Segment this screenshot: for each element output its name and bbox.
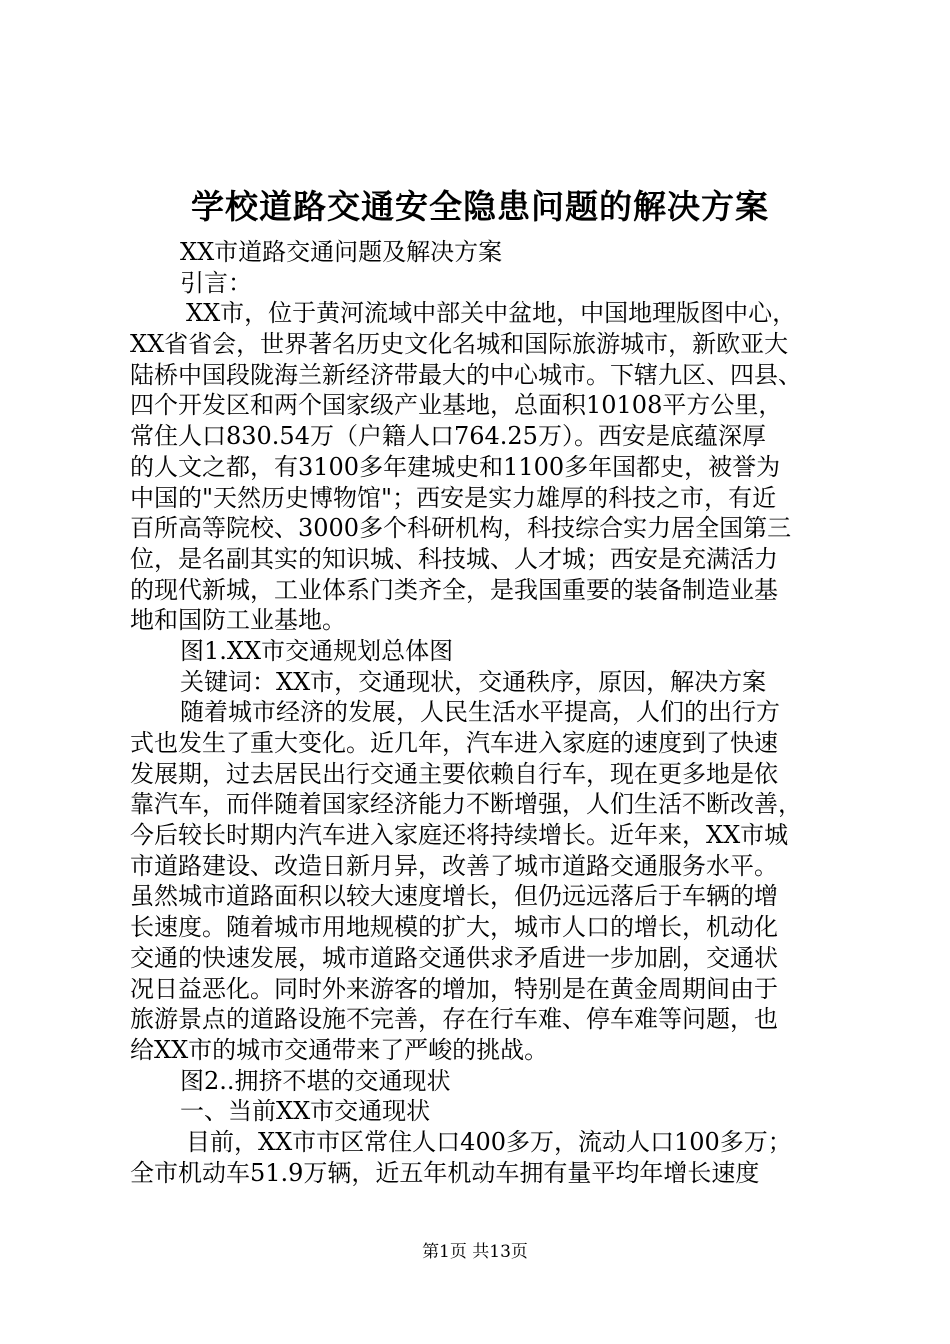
paragraph-line: 常住人口830.54万（户籍人口764.25万）。西安是底蕴深厚 [130, 422, 766, 451]
paragraph-line: 目前，XX市市区常住人口400多万，流动人口100多万； [186, 1127, 792, 1156]
paragraph-line: 中国的"天然历史博物馆"；西安是实力雄厚的科技之市，有近 [130, 483, 777, 512]
paragraph-line: 的现代新城，工业体系门类齐全，是我国重要的装备制造业基 [130, 575, 778, 604]
paragraph-line: 旅游景点的道路设施不完善，存在行车难、停车难等问题，也 [130, 1005, 778, 1034]
keywords-line: 关键词：XX市，交通现状，交通秩序，原因，解决方案 [180, 667, 767, 696]
paragraph-line: 全市机动车51.9万辆，近五年机动车拥有量平均年增长速度 [130, 1158, 760, 1187]
document-body [130, 237, 830, 1188]
figure-caption: 图1.XX市交通规划总体图 [180, 636, 454, 665]
paragraph-line: XX省省会，世界著名历史文化名城和国际旅游城市，新欧亚大 [130, 330, 789, 359]
paragraph-line: 交通的快速发展，城市道路交通供求矛盾进一步加剧，交通状 [130, 943, 778, 972]
paragraph-line: 四个开发区和两个国家级产业基地，总面积10108平方公里， [130, 391, 783, 420]
paragraph-line: 位，是名副其实的知识城、科技城、人才城；西安是充满活力 [130, 544, 778, 573]
paragraph-line: 式也发生了重大变化。近几年，汽车进入家庭的速度到了快速 [130, 729, 778, 757]
paragraph-line: 引言： [180, 268, 252, 297]
paragraph-line: 今后较长时期内汽车进入家庭还将持续增长。近年来，XX市城 [130, 821, 789, 850]
paragraph-line: 况日益恶化。同时外来游客的增加，特别是在黄金周期间由于 [130, 974, 778, 1003]
paragraph-line: 发展期，过去居民出行交通主要依赖自行车，现在更多地是依 [130, 759, 778, 788]
document-title: 学校道路交通安全隐患问题的解决方案 [191, 187, 769, 226]
paragraph-line: XX市，位于黄河流域中部关中盆地，中国地理版图中心， [186, 299, 797, 328]
subtitle-line: XX市道路交通问题及解决方案 [180, 238, 503, 266]
paragraph-line: 长速度。随着城市用地规模的扩大，城市人口的增长，机动化 [130, 913, 778, 942]
paragraph-line: 的人文之都，有3100多年建城史和1100多年国都史，被誉为 [130, 452, 781, 481]
page-number-footer: 第1页 共13页 [422, 1242, 528, 1262]
figure-caption: 图2..拥挤不堪的交通现状 [180, 1066, 451, 1095]
paragraph-line: 靠汽车，而伴随着国家经济能力不断增强，人们生活不断改善， [130, 790, 802, 819]
paragraph-line: 虽然城市道路面积以较大速度增长，但仍远远落后于车辆的增 [130, 882, 778, 911]
paragraph-line: 给XX市的城市交通带来了严峻的挑战。 [130, 1035, 549, 1064]
paragraph-line: 随着城市经济的发展，人民生活水平提高，人们的出行方 [180, 698, 780, 727]
paragraph-line: 百所高等院校、3000多个科研机构，科技综合实力居全国第三 [130, 514, 792, 543]
paragraph-line: 陆桥中国段陇海兰新经济带最大的中心城市。下辖九区、四县、 [130, 360, 802, 389]
paragraph-line: 地和国防工业基地。 [130, 606, 346, 635]
section-heading: 一、当前XX市交通现状 [180, 1097, 431, 1126]
paragraph-line: 市道路建设、改造日新月异，改善了城市道路交通服务水平。 [130, 851, 778, 880]
